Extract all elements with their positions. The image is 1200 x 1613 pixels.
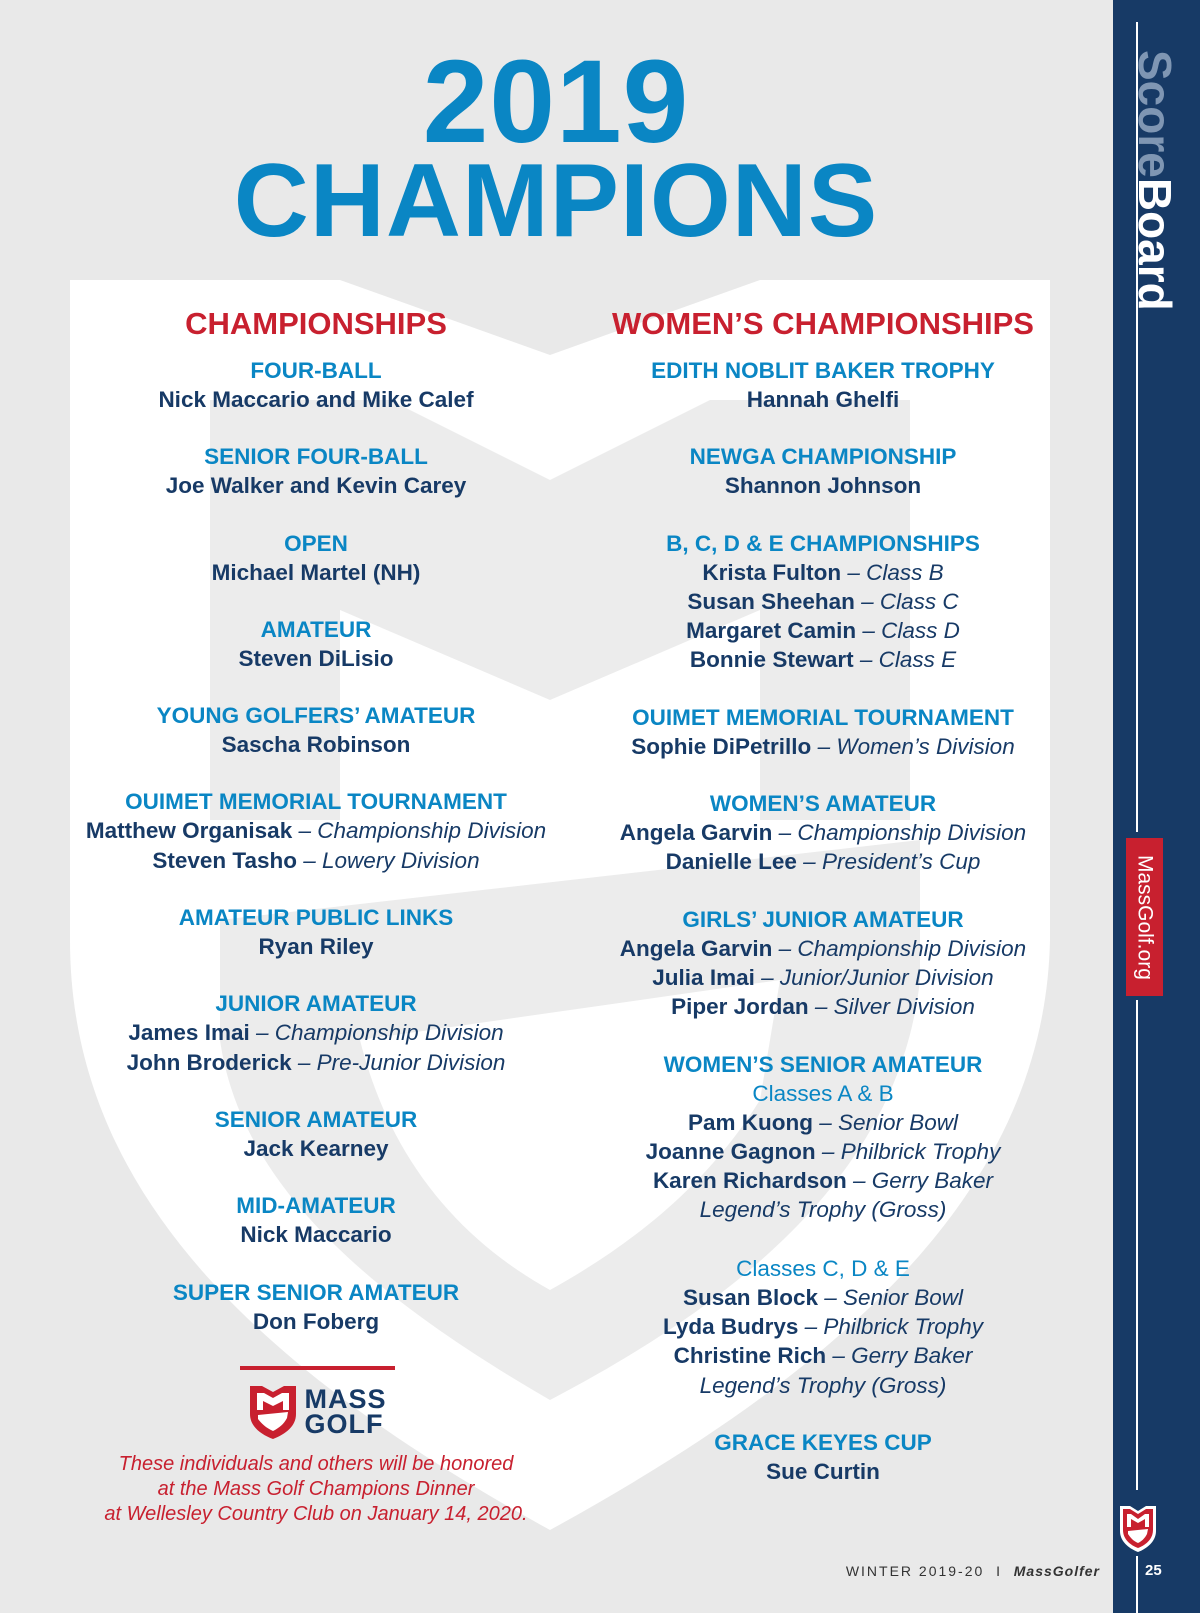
championship-title: FOUR-BALL [250, 358, 382, 383]
spacer [572, 1225, 1074, 1254]
champion-line [572, 471, 1074, 500]
division-label: – Class D [856, 618, 960, 644]
division-label: – Pre-Junior Division [291, 1049, 506, 1075]
championship-title: SENIOR FOUR-BALL [204, 444, 428, 470]
division-label: – Senior Bowl [812, 1109, 959, 1135]
champion-name: Joanne Gagnon [645, 1138, 816, 1164]
champion-name: Angela Garvin [619, 935, 773, 961]
champion-line [60, 1048, 572, 1077]
note-line: at Wellesley Country Club on January 14, 2020. [104, 1503, 528, 1525]
champion-name: Steven DiLisio [238, 645, 394, 671]
note-line: at the Mass Golf Champions Dinner [157, 1478, 475, 1500]
champion-name: Pam Kuong [687, 1109, 813, 1135]
champion-line [572, 1108, 1074, 1137]
championship-title: EDITH NOBLIT BAKER TROPHY [651, 358, 995, 383]
champion-name: Michael Martel (NH) [211, 559, 421, 585]
champion-line [572, 1195, 1074, 1224]
champion-line [572, 1166, 1074, 1195]
championship-title: MID-AMATEUR [236, 1193, 396, 1219]
championship-title: JUNIOR AMATEUR [215, 991, 417, 1017]
division-label: – Class E [853, 647, 957, 673]
champion-name: Christine Rich [673, 1343, 827, 1369]
championship-title: SUPER SENIOR AMATEUR [172, 1279, 460, 1305]
championship-section [572, 442, 1074, 500]
championship-section [60, 701, 572, 759]
champion-name: Piper Jordan [671, 994, 809, 1020]
championship-section [60, 442, 572, 500]
champion-name: Joe Walker and Kevin Carey [165, 473, 467, 499]
footer: WINTER 2019-20 I MassGolfer [845, 1563, 1100, 1579]
champion-line [60, 932, 572, 961]
division-label: Legend’s Trophy (Gross) [699, 1197, 947, 1223]
champion-line [60, 1220, 572, 1249]
championship-section [572, 703, 1074, 761]
championship-section [60, 787, 572, 875]
champion-line [572, 1371, 1074, 1400]
championship-title: OUIMET MEMORIAL TOURNAMENT [632, 704, 1014, 730]
champion-line [60, 846, 572, 875]
champion-line [572, 1283, 1074, 1312]
champion-line [60, 1307, 572, 1336]
champion-name: Sascha Robinson [221, 732, 411, 758]
champion-name: John Broderick [126, 1049, 292, 1075]
championship-section [572, 789, 1074, 877]
title-champions: CHAMPIONS [233, 143, 879, 259]
champion-line [572, 934, 1074, 963]
championship-section [572, 905, 1074, 1022]
champion-name: Margaret Camin [686, 618, 857, 644]
championship-title: OPEN [284, 530, 348, 556]
division-label: – Senior Bowl [817, 1284, 964, 1310]
champion-name: Hannah Ghelfi [746, 387, 900, 412]
womens-championships-column [572, 304, 1074, 1514]
division-label: – Junior/Junior Division [754, 964, 994, 990]
championship-section [60, 1191, 572, 1249]
champion-line [572, 558, 1074, 587]
scoreboard-label: ScoreBoard [1129, 50, 1181, 311]
champion-line [572, 616, 1074, 645]
division-label: – Gerry Baker [826, 1343, 973, 1369]
champion-name: Ryan Riley [258, 934, 374, 960]
champion-name: Susan Sheehan [687, 588, 855, 614]
division-label: – Championship Division [292, 818, 547, 844]
champion-name: Karen Richardson [652, 1168, 847, 1194]
championship-title: GIRLS’ JUNIOR AMATEUR [682, 906, 964, 932]
champion-name: Bonnie Stewart [689, 647, 854, 673]
champion-line [572, 1312, 1074, 1341]
championship-title: AMATEUR PUBLIC LINKS [178, 905, 454, 931]
champion-line [572, 1457, 1074, 1486]
championship-title: GRACE KEYES CUP [714, 1429, 932, 1455]
championship-section [60, 529, 572, 587]
division-label: – Class B [841, 559, 944, 585]
column-heading: CHAMPIONSHIPS [185, 306, 447, 341]
championship-section [572, 529, 1074, 675]
champion-line [572, 1341, 1074, 1370]
championship-title: NEWGA CHAMPIONSHIP [689, 444, 957, 470]
class-subheading: Classes C, D & E [736, 1255, 910, 1281]
logo-divider [240, 1366, 395, 1370]
division-label: – President’s Cup [796, 849, 981, 875]
championship-section [60, 615, 572, 673]
champion-line [60, 385, 572, 414]
page-number: 25 [1145, 1562, 1162, 1579]
champion-line [572, 1137, 1074, 1166]
shield-logo-icon [1118, 1504, 1158, 1554]
champion-name: Shannon Johnson [724, 473, 922, 499]
champion-line [572, 645, 1074, 674]
mass-golf-logo [240, 1366, 395, 1440]
champion-line [60, 1134, 572, 1163]
champion-line [60, 1018, 572, 1047]
champion-name: Jack Kearney [243, 1135, 389, 1161]
champion-name: James Imai [128, 1020, 250, 1046]
champion-line [60, 471, 572, 500]
division-label: – Class C [854, 588, 959, 614]
championship-section [60, 1105, 572, 1163]
champion-line [60, 816, 572, 845]
championship-section [60, 903, 572, 961]
note-line: These individuals and others will be honored [118, 1453, 514, 1475]
division-label: – Philbrick Trophy [815, 1138, 1001, 1164]
championship-title: WOMEN’S AMATEUR [709, 791, 937, 817]
mass-golf-shield-icon [248, 1384, 298, 1440]
championship-title: OUIMET MEMORIAL TOURNAMENT [125, 789, 507, 815]
division-label: – Championship Division [249, 1020, 504, 1046]
championship-section [572, 1428, 1074, 1486]
champion-line [572, 818, 1074, 847]
division-label: – Gerry Baker [846, 1168, 994, 1194]
champion-name: Krista Fulton [702, 559, 842, 585]
champion-line [60, 730, 572, 759]
division-label: Legend’s Trophy (Gross) [699, 1372, 947, 1398]
champion-name: Don Foberg [252, 1308, 380, 1334]
champion-name: Matthew Organisak [85, 818, 293, 844]
champion-name: Julia Imai [652, 964, 755, 990]
champion-name: Sophie DiPetrillo [631, 733, 812, 759]
championships-column [60, 304, 572, 1364]
championship-section [60, 1278, 572, 1336]
title-year: 2019 [422, 36, 690, 168]
dinner-note [60, 1452, 572, 1527]
division-label: – Philbrick Trophy [798, 1314, 984, 1340]
massgolf-url-badge: MassGolf.org [1126, 838, 1163, 996]
champion-name: Susan Block [682, 1284, 818, 1310]
championship-section [572, 356, 1074, 414]
championship-title: B, C, D & E CHAMPIONSHIPS [666, 530, 980, 556]
champion-line [572, 587, 1074, 616]
championship-title: YOUNG GOLFERS’ AMATEUR [156, 703, 476, 729]
sidebar-rule [1136, 1000, 1138, 1490]
logo-text-golf: GOLF [304, 1409, 384, 1439]
champion-line [572, 963, 1074, 992]
champion-name: Nick Maccario and Mike Calef [158, 387, 474, 412]
division-label: – Silver Division [808, 994, 975, 1020]
division-label: – Lowery Division [297, 847, 480, 873]
champion-name: Danielle Lee [665, 849, 797, 875]
champion-line [572, 847, 1074, 876]
championship-section [60, 989, 572, 1077]
logo-text-mass: MASS [304, 1384, 387, 1414]
champion-name: Steven Tasho [152, 847, 298, 873]
champion-line [60, 558, 572, 587]
championship-title: SENIOR AMATEUR [214, 1106, 418, 1132]
class-subheading: Classes A & B [752, 1080, 894, 1106]
champion-line [60, 644, 572, 673]
column-heading: WOMEN’S CHAMPIONSHIPS [612, 306, 1034, 341]
division-label: – Championship Division [772, 820, 1027, 846]
champion-name: Nick Maccario [240, 1222, 392, 1248]
championship-section [60, 356, 572, 414]
championship-title: AMATEUR [260, 616, 372, 642]
champion-line [572, 385, 1074, 414]
champion-name: Angela Garvin [619, 820, 773, 846]
championship-section [572, 1050, 1074, 1400]
champion-line [572, 992, 1074, 1021]
page-rule [1136, 1556, 1138, 1613]
division-label: – Women’s Division [811, 733, 1015, 759]
champion-name: Sue Curtin [766, 1458, 880, 1484]
championship-title: WOMEN’S SENIOR AMATEUR [663, 1051, 983, 1077]
champion-line [572, 732, 1074, 761]
division-label: – Championship Division [772, 935, 1027, 961]
champion-name: Lyda Budrys [662, 1314, 799, 1340]
